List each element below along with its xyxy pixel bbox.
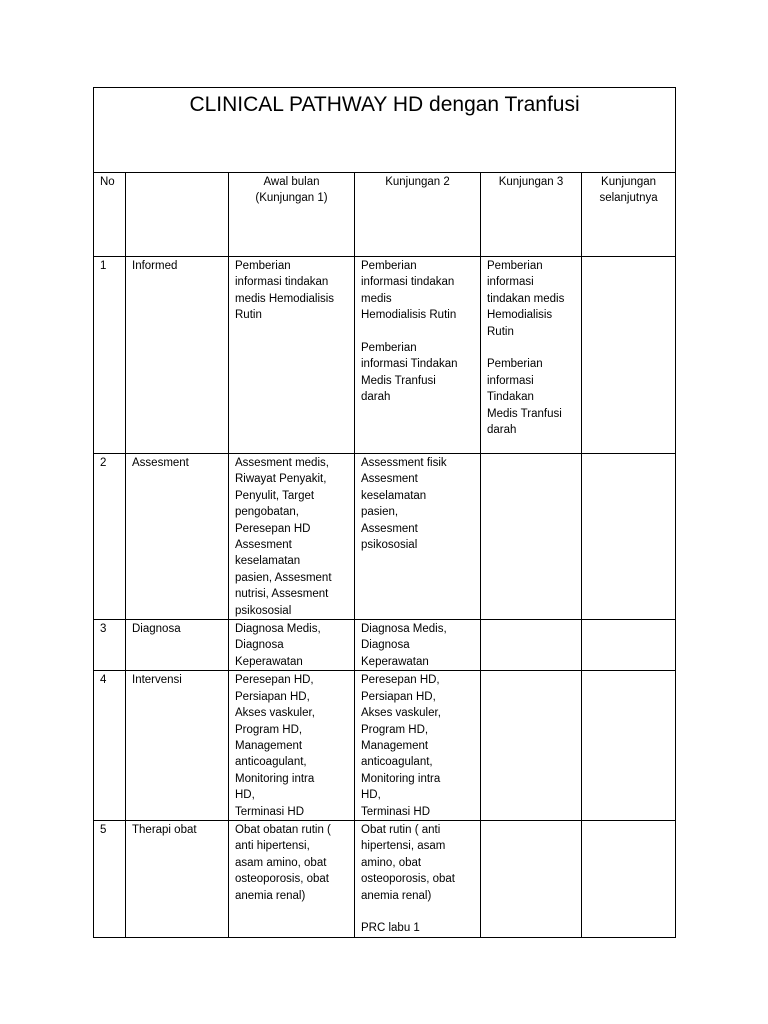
clinical-pathway-document [93,87,675,938]
cell-text-line: anti hipertensi, [235,840,310,853]
table-row [94,620,676,671]
cell-text-line: Assesment medis, [235,457,329,469]
cell-text-line: Penyulit, Target [235,489,315,502]
cell-text-line: pengobatan, [235,506,299,519]
table-row [94,820,676,937]
cell-text-line: Diagnosa [235,639,284,652]
cell-text-line: keselamatan [361,489,427,502]
header-awal-line: Awal bulan [263,176,320,188]
cell-text-line: PRC labu 1 [361,922,420,935]
cell-text-line: anemia renal) [235,889,306,902]
cell-text-line: Hemodialisis [487,309,553,322]
cell-text-line: Peresepan HD [235,522,311,535]
cell-text-line: osteoporosis, obat [235,873,329,886]
cell-text-line: Program HD, [361,723,429,736]
cell-awal-bulan [229,820,355,937]
cell-text-line: medis [361,292,392,305]
cell-text-line: keselamatan [235,555,301,568]
cell-kunjungan-3 [481,671,582,821]
cell-text-line: Akses vaskuler, [361,707,441,720]
cell-text-line: Diagnosa [361,639,410,652]
cell-text-line: Assesment [361,473,418,486]
cell-text-line: anticoagulant, [361,756,433,769]
cell-kunjungan-selanjutnya [582,671,676,821]
cell-text-line: Obat rutin ( anti [361,823,441,836]
cell-text-line: HD, [235,789,255,802]
cell-text-line: Peresepan HD, [361,674,440,687]
row-label: Informed [126,257,229,454]
cell-kunjungan-3 [481,620,582,671]
cell-text-line: Terminasi HD [235,805,305,818]
cell-text-line: informasi Tindakan [361,358,458,371]
cell-text-line: Pemberian [361,260,417,272]
cell-text-line: Management [235,739,303,752]
cell-text-line: Rutin [487,325,514,338]
header-no: No [94,173,126,257]
header-k4-line: Kunjungan [601,176,657,188]
cell-text-line: darah [361,391,391,404]
blank-line [487,340,575,356]
cell-awal-bulan [229,671,355,821]
cell-text-line: Management [361,739,429,752]
cell-text-line: Tindakan [487,391,534,404]
cell-kunjungan-2 [355,454,481,620]
table-row [94,671,676,821]
cell-kunjungan-3 [481,454,582,620]
cell-text-line: Pemberian [487,358,543,371]
clinical-pathway-table [93,87,676,938]
cell-awal-bulan [229,454,355,620]
row-label: Intervensi [126,671,229,821]
cell-text-line: hipertensi, asam [361,840,446,853]
cell-text-line: anemia renal) [361,889,432,902]
cell-kunjungan-2 [355,257,481,454]
row-label: Diagnosa [126,620,229,671]
cell-text-line: Hemodialisis Rutin [361,309,457,322]
cell-kunjungan-3 [481,257,582,454]
cell-text-line: Rutin [235,309,262,322]
table-row [94,454,676,620]
header-awal-bulan [229,173,355,257]
document-title: CLINICAL PATHWAY HD dengan Tranfusi [94,88,676,173]
cell-text-line: Obat obatan rutin ( [235,823,331,836]
cell-kunjungan-selanjutnya [582,620,676,671]
cell-text-line: informasi [487,276,534,289]
row-number: 1 [94,257,126,454]
row-number: 3 [94,620,126,671]
cell-text-line: Terminasi HD [361,805,431,818]
cell-text-line: asam amino, obat [235,856,327,869]
cell-text-line: osteoporosis, obat [361,873,455,886]
cell-text-line: Pemberian [361,342,417,355]
header-kunjungan-selanjutnya [582,173,676,257]
header-k4-line: selanjutnya [599,192,658,205]
cell-text-line: Medis Tranfusi [361,374,436,387]
row-label: Therapi obat [126,820,229,937]
header-awal-line: (Kunjungan 1) [255,192,328,205]
cell-text-line: nutrisi, Assesment [235,588,329,601]
cell-text-line: Persiapan HD, [235,690,310,703]
cell-text-line: psikososial [235,604,292,617]
row-number: 4 [94,671,126,821]
header-kunjungan-3: Kunjungan 3 [481,173,582,257]
cell-text-line: psikososial [361,539,418,552]
cell-text-line: Assesment [235,539,292,552]
cell-text-line: Peresepan HD, [235,674,314,687]
row-number: 2 [94,454,126,620]
header-item [126,173,229,257]
row-label: Assesment [126,454,229,620]
cell-text-line: darah [487,424,517,437]
cell-text-line: medis Hemodialisis [235,292,335,305]
cell-text-line: Monitoring intra [361,772,441,785]
cell-text-line: Assesment [361,522,418,535]
cell-text-line: Keperawatan [235,655,303,668]
cell-text-line: Program HD, [235,723,303,736]
cell-kunjungan-selanjutnya [582,820,676,937]
cell-kunjungan-2 [355,620,481,671]
cell-kunjungan-2 [355,820,481,937]
cell-text-line: Assessment fisik [361,457,447,469]
cell-kunjungan-3 [481,820,582,937]
cell-text-line: informasi tindakan [361,276,455,289]
cell-awal-bulan [229,620,355,671]
cell-kunjungan-2 [355,671,481,821]
cell-kunjungan-selanjutnya [582,454,676,620]
cell-text-line: informasi [487,374,534,387]
cell-text-line: HD, [361,789,381,802]
cell-text-line: Akses vaskuler, [235,707,315,720]
cell-text-line: anticoagulant, [235,756,307,769]
cell-text-line: Riwayat Penyakit, [235,473,327,486]
cell-awal-bulan [229,257,355,454]
cell-text-line: Diagnosa Medis, [235,623,321,636]
cell-text-line: pasien, [361,506,399,519]
cell-text-line: tindakan medis [487,292,565,305]
cell-text-line: Medis Tranfusi [487,407,562,420]
cell-text-line: amino, obat [361,856,422,869]
row-number: 5 [94,820,126,937]
table-row [94,257,676,454]
cell-text-line: Monitoring intra [235,772,315,785]
cell-text-line: Diagnosa Medis, [361,623,447,636]
table-body [94,257,676,938]
cell-text-line: Pemberian [235,260,291,272]
table-header-row [94,173,676,257]
cell-text-line: Persiapan HD, [361,690,436,703]
cell-kunjungan-selanjutnya [582,257,676,454]
blank-line [361,324,474,340]
cell-text-line: Pemberian [487,260,543,272]
header-kunjungan-2: Kunjungan 2 [355,173,481,257]
blank-line [361,904,474,920]
cell-text-line: informasi tindakan [235,276,329,289]
cell-text-line: pasien, Assesment [235,571,332,584]
cell-text-line: Keperawatan [361,655,429,668]
